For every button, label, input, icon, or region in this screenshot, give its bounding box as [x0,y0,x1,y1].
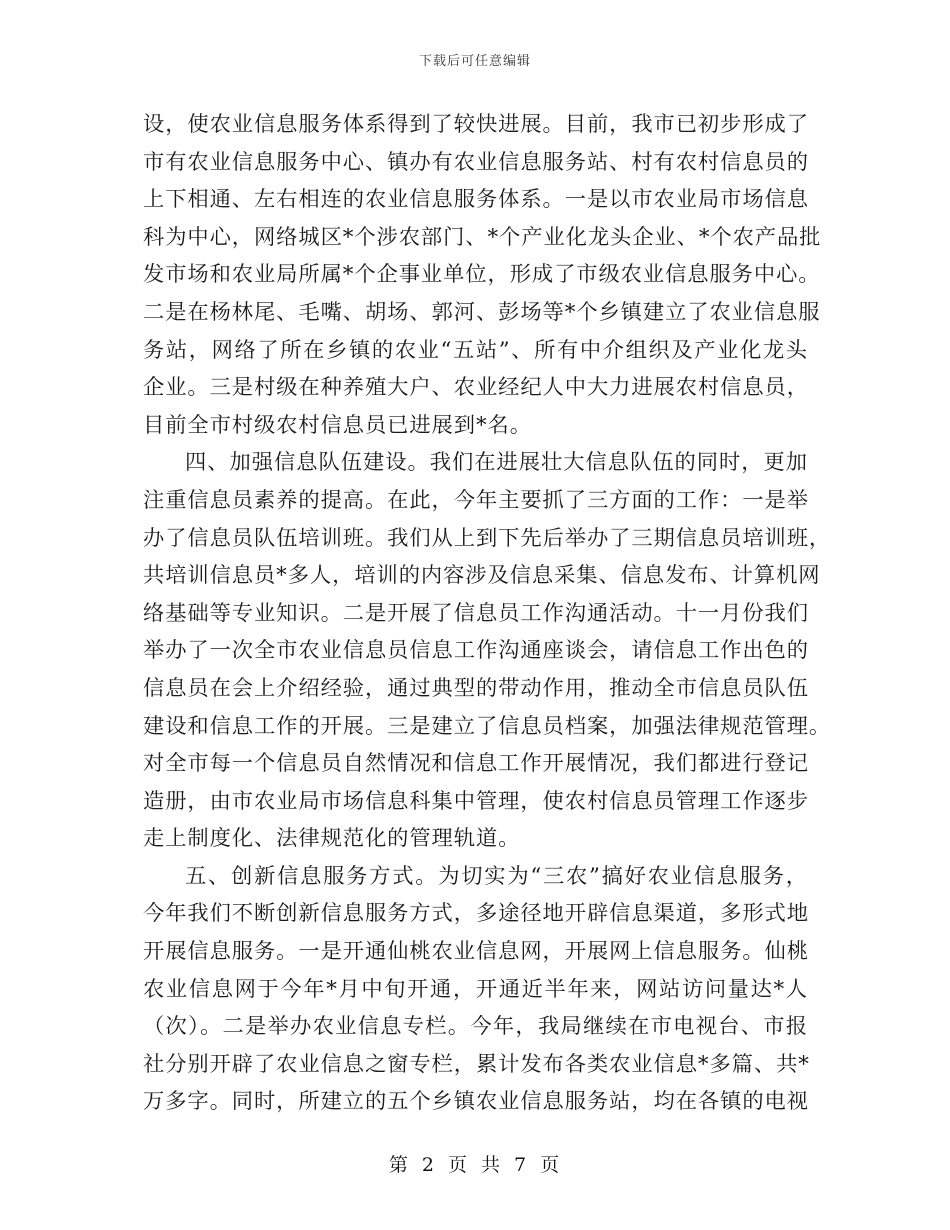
text-line: 办了信息员队伍培训班。我们从上到下先后举办了三期信息员培训班， [143,525,832,551]
text-line: 举办了一次全市农业信息员信息工作沟通座谈会，请信息工作出色的 [143,638,809,664]
text-line: 社分别开辟了农业信息之窗专栏，累计发布各类农业信息*多篇、共* [143,1051,810,1077]
text-line: 务站，网络了所在乡镇的农业“五站”、所有中介组织及产业化龙头 [143,337,808,363]
text-line: 开展信息服务。一是开通仙桃农业信息网，开展网上信息服务。仙桃 [143,939,809,965]
paragraph-start-line: 五、创新信息服务方式。为切实为“三农”搞好农业信息服务， [185,863,808,889]
text-line: 目前全市村级农村信息员已进展到*名。 [143,412,532,438]
page-header: 下载后可任意编辑 [418,54,531,69]
text-line: 对全市每一个信息员自然情况和信息工作开展情况，我们都进行登记 [143,751,809,777]
text-line: 发市场和农业局所属*个企事业单位，形成了市级农业信息服务中心。 [143,262,821,288]
page-label-unit: 页 [447,1154,469,1176]
paragraph-start-line: 四、加强信息队伍建设。我们在进展壮大信息队伍的同时，更加 [185,450,808,476]
page-label-prefix: 第 [388,1154,410,1176]
text-line: 二是在杨林尾、毛嘴、胡场、郭河、彭场等*个乡镇建立了农业信息服 [143,299,821,325]
text-line: 农业信息网于今年*月中旬开通，开通近半年来，网站访问量达*人 [143,976,808,1002]
text-line: 共培训信息员*多人，培训的内容涉及信息采集、信息发布、计算机网 [143,563,821,589]
text-line: 万多字。同时，所建立的五个乡镇农业信息服务站，均在各镇的电视 [143,1089,809,1115]
text-line: 企业。三是村级在种养殖大户、农业经纪人中大力进展农村信息员， [143,375,809,401]
total-pages-number: 7 [514,1154,529,1176]
text-line: （次）。二是举办农业信息专栏。今年，我局继续在市电视台、市报 [143,1014,808,1040]
text-line: 注重信息员素养的提高。在此，今年主要抓了三方面的工作：一是举 [143,487,809,513]
text-line: 科为中心，网络城区*个涉农部门、*个产业化龙头企业、*个农产品批 [143,224,822,250]
text-line: 市有农业信息服务中心、镇办有农业信息服务站、村有农村信息员的 [143,149,809,175]
text-line: 走上制度化、法律规范化的管理轨道。 [143,826,521,852]
text-line: 设，使农业信息服务体系得到了较快进展。目前，我市已初步形成了 [143,112,809,137]
text-line: 络基础等专业知识。二是开展了信息员工作沟通活动。十一月份我们 [143,600,809,626]
text-line: 今年我们不断创新信息服务方式，多途径地开辟信息渠道，多形式地 [143,901,809,927]
text-line: 上下相通、左右相连的农业信息服务体系。一是以市农业局市场信息 [143,187,809,213]
current-page-number: 2 [421,1154,436,1176]
text-line: 造册，由市农业局市场信息科集中管理，使农村信息员管理工作逐步 [143,788,809,814]
page-footer [0,1150,950,1177]
document-body [143,106,832,1121]
text-line: 建设和信息工作的开展。三是建立了信息员档案，加强法律规范管理。 [143,713,832,739]
text-line: 信息员在会上介绍经验，通过典型的带动作用，推动全市信息员队伍 [143,675,809,701]
page-label-total: 共 [481,1154,503,1176]
page-label-suffix: 页 [540,1154,562,1176]
